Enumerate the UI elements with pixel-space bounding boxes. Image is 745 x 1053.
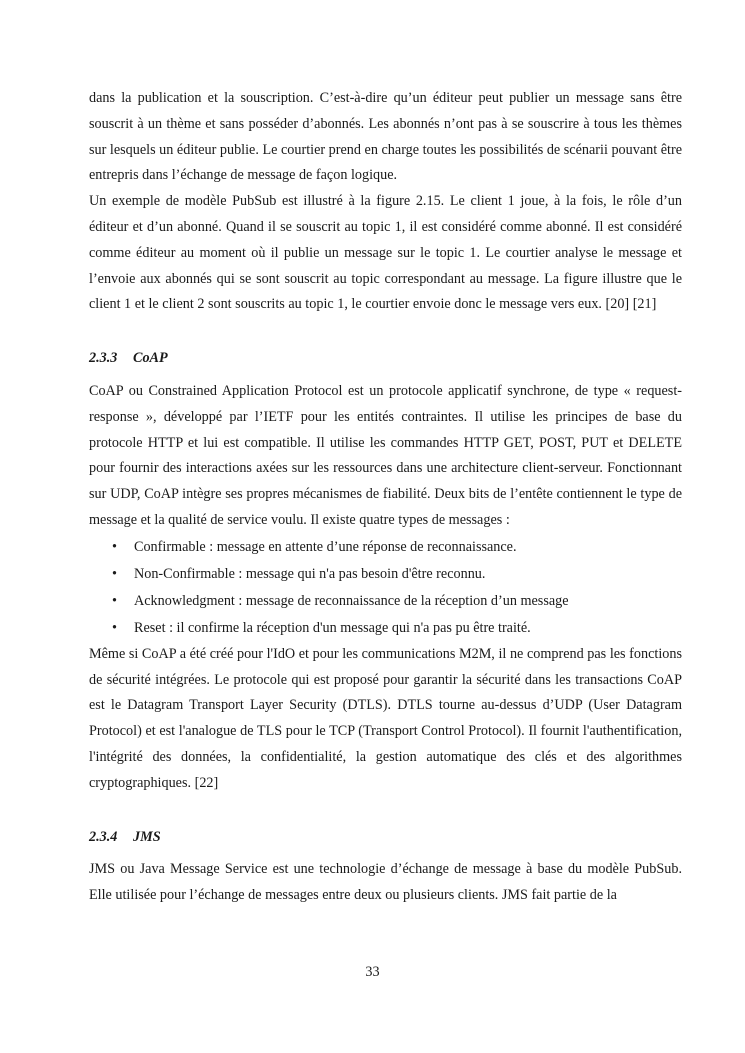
list-item: • Reset : il confirme la réception d'un message qui n'a pas pu être traité. (89, 615, 682, 642)
intro-paragraph-2: Un exemple de modèle PubSub est illustré à la figure 2.15. Le client 1 joue, à la fois, le rôle d’un éditeur et d’un abonné. Quand il se souscrit au topic 1, il est considéré comme abonné. Il est considéré comme éditeur au moment où il publie un message sur le topic 1. Le courtier analyse le message et l’envoie aux abonnés qui se sont souscrit au topic correspondant au message. La figure illustre que le client 1 et le client 2 sont souscrits au topic 1, le courtier envoie donc le message vers eux. [20] [21] (89, 193, 682, 313)
document-page (89, 86, 682, 909)
bullet-icon: • (112, 565, 117, 582)
bullet-icon: • (112, 538, 117, 555)
bullet-icon: • (112, 592, 117, 609)
section-title: JMS (133, 828, 161, 845)
intro-paragraph-1: dans la publication et la souscription. C’est-à-dire qu’un éditeur peut publier un message sans être souscrit à un thème et sans posséder d’abonnés. Les abonnés n’ont pas à se souscrire à tous les thèmes sur lesquels un éditeur publie. Le courtier prend en charge toutes les possibilités de scénarii pouvant être entrepris dans l’échange de message de façon logique. (89, 90, 682, 184)
list-item: • Confirmable : message en attente d’une réponse de reconnaissance. (89, 534, 682, 561)
section-number: 2.3.3 (89, 350, 118, 367)
section-number: 2.3.4 (89, 828, 118, 845)
message-types-list (89, 534, 682, 642)
section-title: CoAP (133, 350, 168, 367)
section-heading-coap (89, 346, 682, 372)
page-number: 33 (365, 964, 380, 980)
coap-paragraph-1: CoAP ou Constrained Application Protocol est un protocole applicatif synchrone, de type « request-response », développé par l’IETF pour les entités contraintes. Il utilise les principes de base du protocole HTTP et lui est compatible. Il utilise les commandes HTTP GET, POST, PUT et DELETE pour fournir des interactions axées sur les ressources dans une architecture client-serveur. Fonctionnant sur UDP, CoAP intègre ses propres mécanismes de fiabilité. Deux bits de l’entête contiennent le type de message et la qualité de service voulu. Il existe quatre types de messages : (89, 382, 682, 528)
coap-paragraph-2: Même si CoAP a été créé pour l'IdO et pour les communications M2M, il ne comprend pas les fonctions de sécurité intégrées. Le protocole qui est proposé pour garantir la sécurité dans les transactions CoAP est le Datagram Transport Layer Security (DTLS). DTLS tourne au-dessus d’UDP (User Datagram Protocol) et est l'analogue de TLS pour le TCP (Transport Control Protocol). Il fournit l'authentification, l'intégrité des données, la confidentialité, la gestion automatique des clés et des algorithmes cryptographiques. [22] (89, 645, 682, 791)
list-item: • Non-Confirmable : message qui n'a pas besoin d'être reconnu. (89, 561, 682, 588)
list-item: • Acknowledgment : message de reconnaissance de la réception d’un message (89, 588, 682, 615)
section-heading-jms (89, 825, 682, 851)
jms-paragraph-1: JMS ou Java Message Service est une technologie d’échange de message à base du modèle PubSub. Elle utilisée pour l’échange de messages entre deux ou plusieurs clients. JMS fait partie de la (89, 861, 682, 904)
bullet-icon: • (112, 619, 117, 636)
